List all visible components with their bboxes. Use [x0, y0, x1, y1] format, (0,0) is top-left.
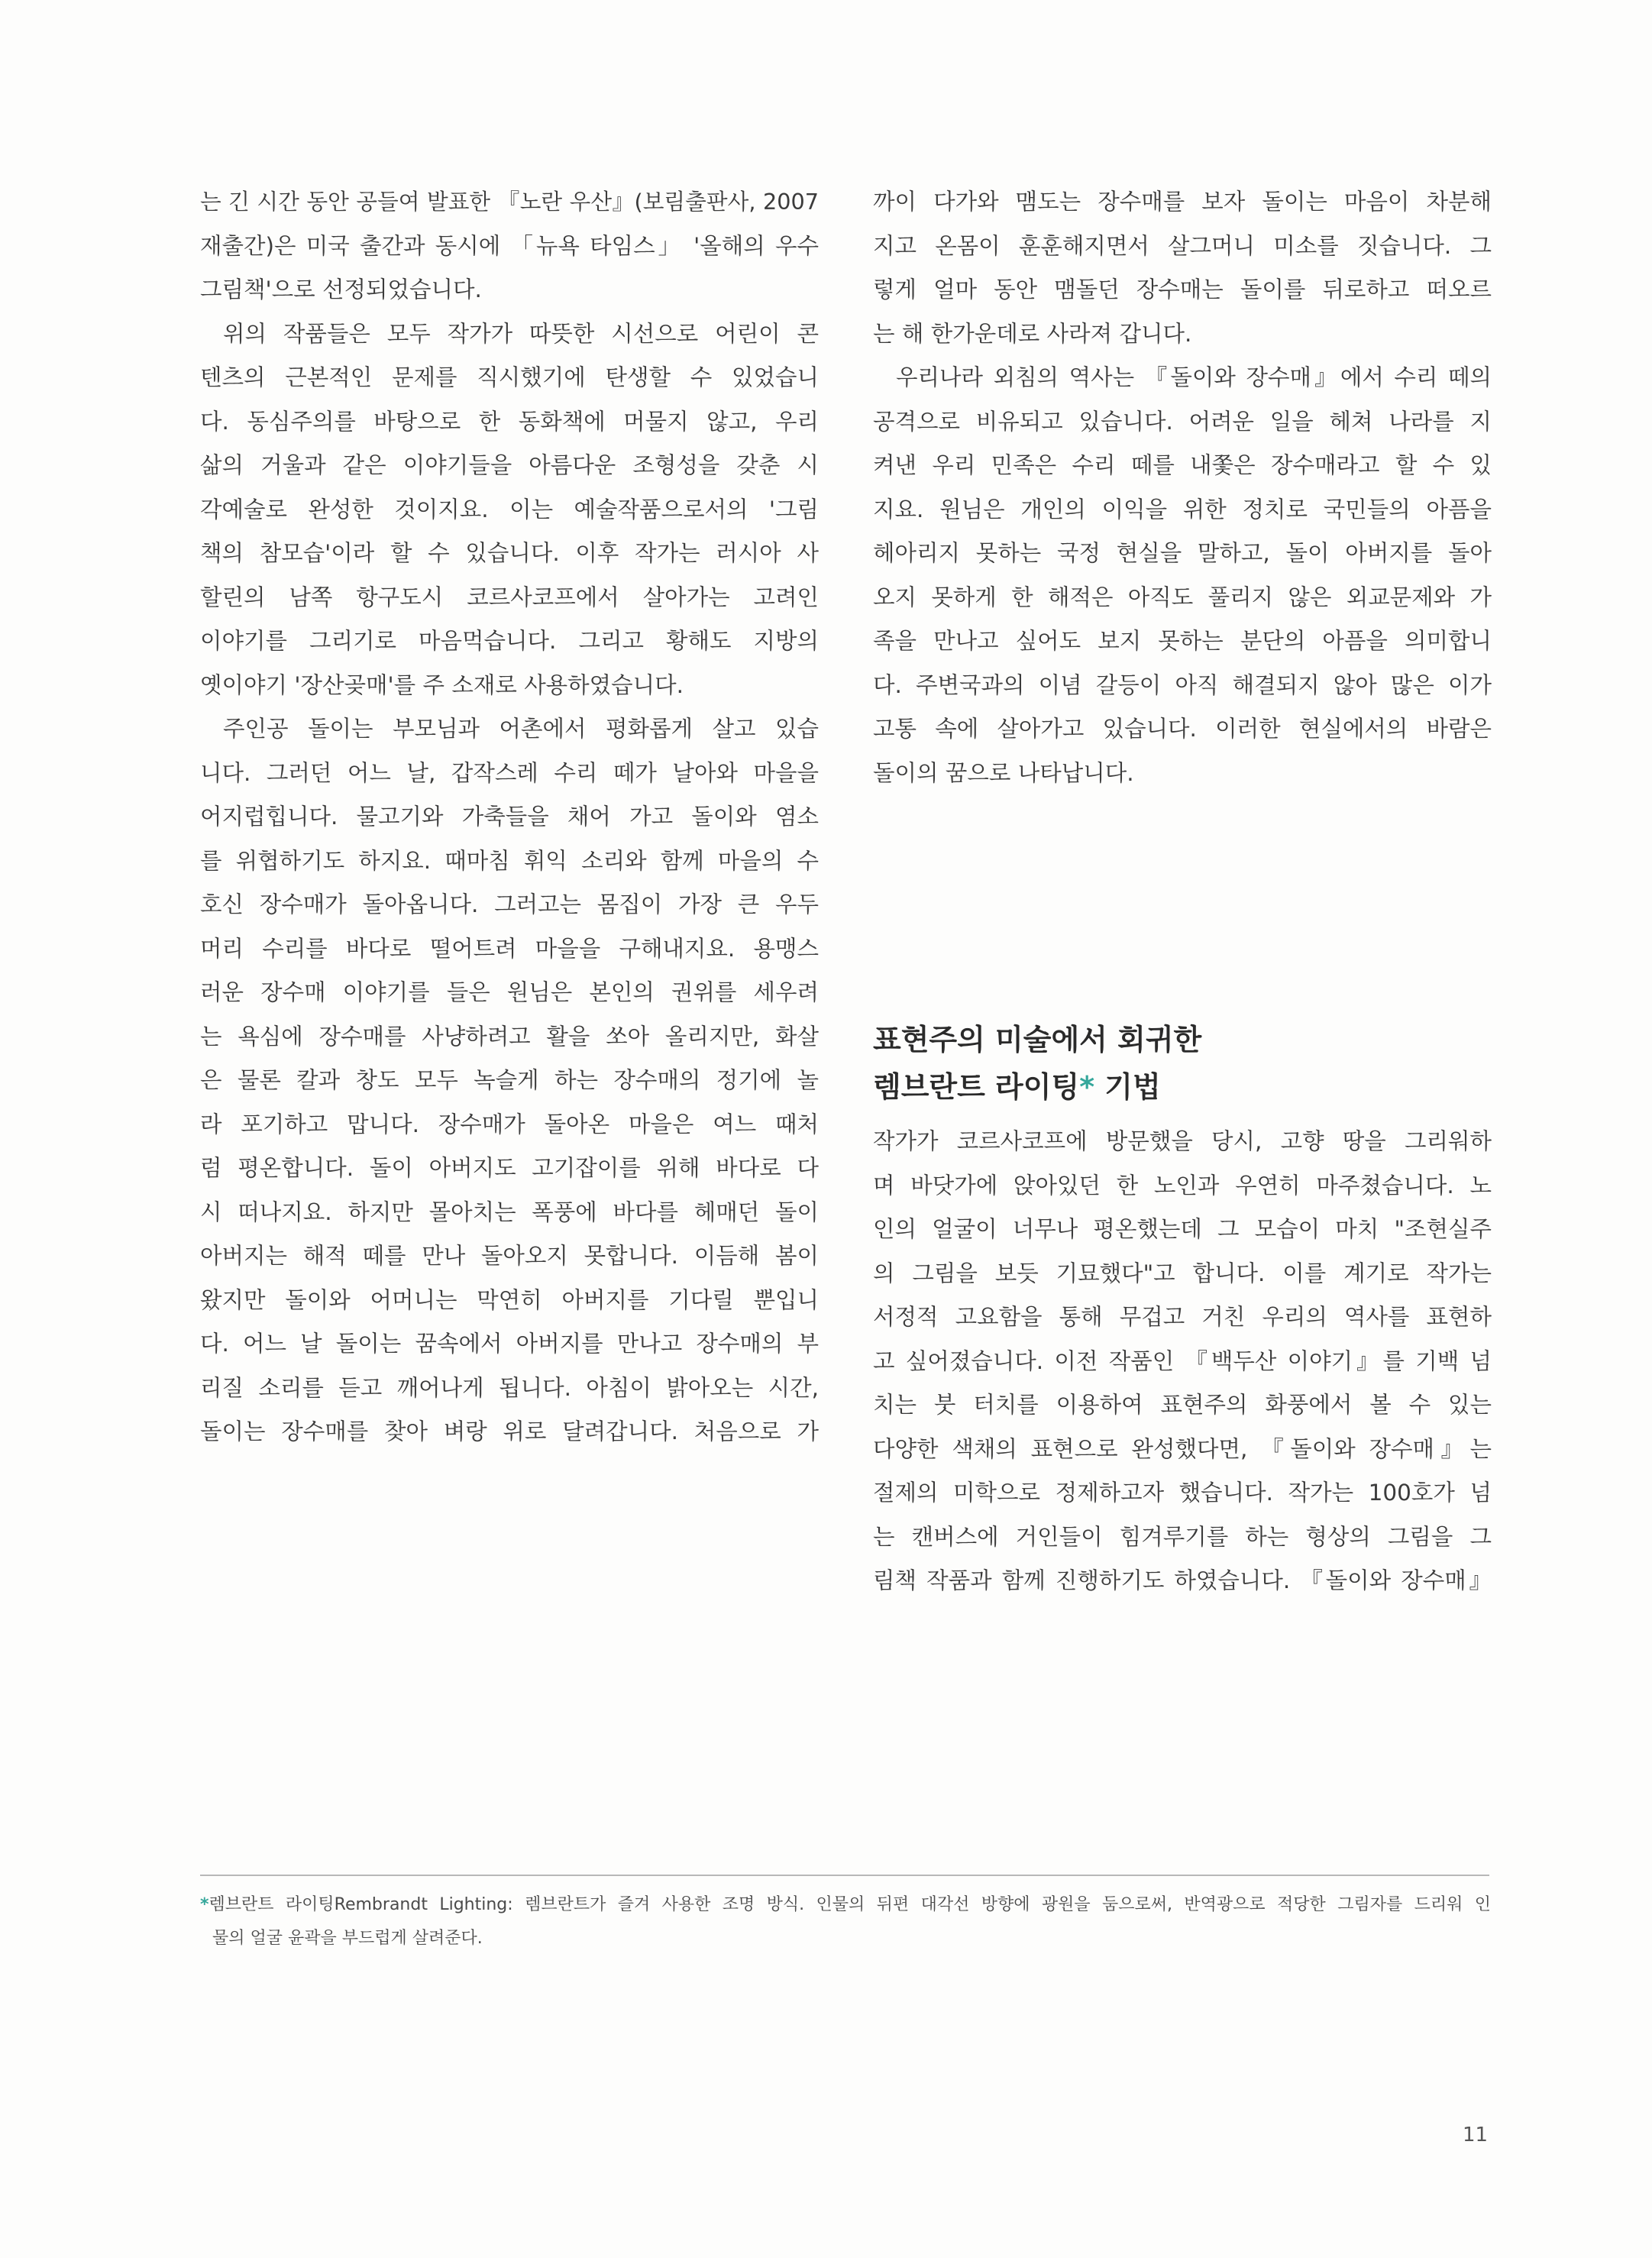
- text-line: 는 욕심에 장수매를 사냥하려고 활을 쏘아 올리지만, 화살: [200, 1023, 819, 1050]
- text-line: 를 위협하기도 하지요. 때마침 휘익 소리와 함께 마을의 수: [200, 847, 819, 874]
- footnote-line-2: 물의 얼굴 윤곽을 부드럽게 살려준다.: [212, 1929, 483, 1948]
- right-text-column-top: [873, 180, 1492, 795]
- text-line: 니다. 그러던 어느 날, 갑작스레 수리 떼가 날아와 마을을: [200, 759, 819, 786]
- text-line: 의 그림을 보듯 기묘했다"고 합니다. 이를 계기로 작가는: [873, 1260, 1492, 1286]
- text-line: 돌이의 꿈으로 나타납니다.: [873, 759, 1134, 786]
- page-number: 11: [1463, 2124, 1489, 2146]
- text-line: 옛이야기 '장산곶매'를 주 소재로 사용하였습니다.: [200, 671, 684, 698]
- text-line: 아버지는 해적 떼를 만나 돌아오지 못합니다. 이듬해 봄이: [200, 1243, 819, 1269]
- text-line: 머리 수리를 바다로 떨어트려 마을을 구해내지요. 용맹스: [200, 935, 819, 962]
- text-line: 이야기를 그리기로 마음먹습니다. 그리고 황해도 지방의: [200, 628, 819, 654]
- text-line: 오지 못하게 한 해적은 아직도 풀리지 않은 외교문제와 가: [873, 584, 1492, 610]
- footnote-text-1: 렘브란트 라이팅Rembrandt Lighting: 렘브란트가 즐겨 사용한 조명 방식. 인물의 뒤편 대각선 방향에 광원을 둠으로써, 반역광으로 적당한 그림자를 드리워 인: [209, 1895, 1491, 1914]
- text-line: 재출간)은 미국 출간과 동시에 「뉴욕 타임스」 '올해의 우수: [200, 232, 819, 259]
- text-line: 돌이는 장수매를 찾아 벼랑 위로 달려갑니다. 처음으로 가: [200, 1419, 819, 1444]
- text-line: 공격으로 비유되고 있습니다. 어려운 일을 헤쳐 나라를 지: [873, 408, 1492, 435]
- text-line: 할린의 남쪽 항구도시 코르사코프에서 살아가는 고려인: [200, 584, 819, 610]
- text-line: 다. 어느 날 돌이는 꿈속에서 아버지를 만나고 장수매의 부: [200, 1331, 819, 1357]
- text-line: 그림책'으로 선정되었습니다.: [200, 277, 482, 302]
- footnote: [200, 1888, 1491, 1956]
- section-heading: [873, 1016, 1492, 1111]
- footnote-mark-icon: *: [200, 1895, 209, 1914]
- text-line: 리질 소리를 듣고 깨어나게 됩니다. 아침이 밝아오는 시간,: [200, 1374, 819, 1401]
- right-text-column-bottom: [873, 1120, 1492, 1603]
- footnote-divider: [200, 1875, 1489, 1876]
- footnote-star-icon: *: [1079, 1070, 1095, 1104]
- text-line: 림책 작품과 함께 진행하기도 하였습니다. 『돌이와 장수매』: [873, 1567, 1492, 1593]
- footnote-line-1: [200, 1888, 1491, 1922]
- text-line: 까이 다가와 맴도는 장수매를 보자 돌이는 마음이 차분해: [873, 189, 1492, 215]
- text-line: 우리나라 외침의 역사는 『돌이와 장수매』에서 수리 떼의: [896, 364, 1492, 390]
- text-line: 서정적 고요함을 통해 무겁고 거친 우리의 역사를 표현하: [873, 1304, 1492, 1330]
- text-line: 족을 만나고 싶어도 보지 못하는 분단의 아픔을 의미합니: [873, 628, 1492, 654]
- text-line: 는 긴 시간 동안 공들여 발표한 『노란 우산』(보림출판사, 2007: [200, 189, 819, 215]
- text-line: 인의 얼굴이 너무나 평온했는데 그 모습이 마치 "조현실주: [873, 1216, 1492, 1242]
- text-line: 치는 붓 터치를 이용하여 표현주의 화풍에서 볼 수 있는: [873, 1392, 1492, 1418]
- text-line: 다양한 색채의 표현으로 완성했다면, 『돌이와 장수매』는: [873, 1435, 1492, 1462]
- text-line: 시 떠나지요. 하지만 몰아치는 폭풍에 바다를 헤매던 돌이: [200, 1199, 819, 1225]
- text-line: 며 바닷가에 앉아있던 한 노인과 우연히 마주쳤습니다. 노: [873, 1172, 1492, 1199]
- text-line: 다. 동심주의를 바탕으로 한 동화책에 머물지 않고, 우리: [200, 408, 819, 435]
- text-line: 지요. 원님은 개인의 이익을 위한 정치로 국민들의 아픔을: [873, 496, 1492, 522]
- text-line: 텐츠의 근본적인 문제를 직시했기에 탄생할 수 있었습니: [200, 364, 819, 390]
- text-line: 절제의 미학으로 정제하고자 했습니다. 작가는 100호가 넘: [873, 1480, 1492, 1506]
- text-line: 고 싶어졌습니다. 이전 작품인 『백두산 이야기』를 기백 넘: [873, 1347, 1492, 1374]
- text-line: 삶의 거울과 같은 이야기들을 아름다운 조형성을 갖춘 시: [200, 452, 819, 478]
- text-line: 호신 장수매가 돌아옵니다. 그러고는 몸집이 가장 큰 우두: [200, 891, 819, 917]
- text-line: 은 물론 칼과 창도 모두 녹슬게 하는 장수매의 정기에 놀: [200, 1067, 819, 1093]
- heading-line-1: 표현주의 미술에서 회귀한: [873, 1023, 1202, 1056]
- heading-line-2-end: 기법: [1094, 1070, 1161, 1104]
- text-line: 켜낸 우리 민족은 수리 떼를 내쫓은 장수매라고 할 수 있: [873, 452, 1492, 478]
- text-line: 책의 참모습'이라 할 수 있습니다. 이후 작가는 러시아 사: [200, 540, 819, 566]
- text-line: 러운 장수매 이야기를 들은 원님은 본인의 권위를 세우려: [200, 979, 819, 1005]
- text-line: 렇게 얼마 동안 맴돌던 장수매는 돌이를 뒤로하고 떠오르: [873, 277, 1492, 302]
- left-text-column: [200, 180, 819, 1454]
- text-line: 작가가 코르사코프에 방문했을 당시, 고향 땅을 그리워하: [873, 1128, 1492, 1154]
- text-line: 왔지만 돌이와 어머니는 막연히 아버지를 기다릴 뿐입니: [200, 1286, 819, 1313]
- text-line: 헤아리지 못하는 국정 현실을 말하고, 돌이 아버지를 돌아: [873, 540, 1492, 566]
- heading-line-2: [873, 1063, 1492, 1111]
- text-line: 어지럽힙니다. 물고기와 가축들을 채어 가고 돌이와 염소: [200, 804, 819, 830]
- text-line: 럼 평온합니다. 돌이 아버지도 고기잡이를 위해 바다로 다: [200, 1155, 819, 1181]
- text-line: 고통 속에 살아가고 있습니다. 이러한 현실에서의 바람은: [873, 716, 1492, 742]
- text-line: 위의 작품들은 모두 작가가 따뜻한 시선으로 어린이 콘: [223, 320, 819, 347]
- text-line: 는 캔버스에 거인들이 힘겨루기를 하는 형상의 그림을 그: [873, 1523, 1492, 1550]
- text-line: 는 해 한가운데로 사라져 갑니다.: [873, 320, 1192, 347]
- heading-line-2-text: 렘브란트 라이팅: [873, 1070, 1080, 1104]
- text-line: 지고 온몸이 훈훈해지면서 살그머니 미소를 짓습니다. 그: [873, 232, 1492, 259]
- text-line: 각예술로 완성한 것이지요. 이는 예술작품으로서의 '그림: [200, 496, 819, 522]
- text-line: 다. 주변국과의 이념 갈등이 아직 해결되지 않아 많은 이가: [873, 671, 1492, 698]
- text-line: 주인공 돌이는 부모님과 어촌에서 평화롭게 살고 있습: [223, 716, 819, 742]
- text-line: 라 포기하고 맙니다. 장수매가 돌아온 마을은 여느 때처: [200, 1111, 819, 1137]
